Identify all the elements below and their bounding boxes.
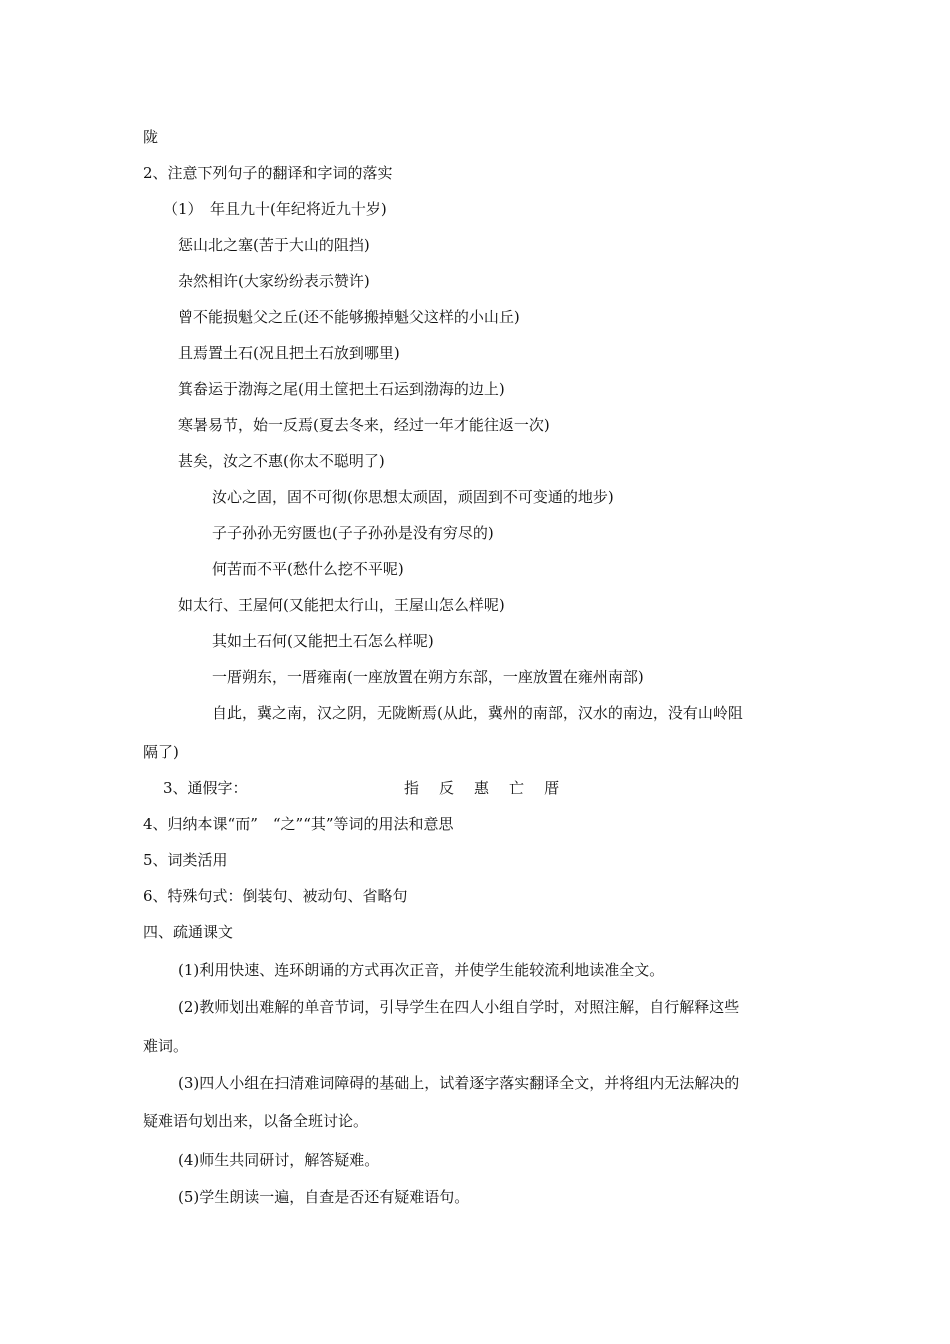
section-heading: 6、特殊句式：倒装句、被动句、省略句 [143,887,408,905]
text-line: 一厝朔东，一厝雍南(一座放置在朔方东部，一座放置在雍州南部) [212,668,644,686]
text-line: 难词。 [143,1037,189,1055]
tongjiazi-list [404,778,579,798]
text-line: 且焉置土石(况且把土石放到哪里) [178,344,400,362]
text-line: (2)教师划出难解的单音节词，引导学生在四人小组自学时，对照注解，自行解释这些 [178,998,740,1016]
text-line: 何苦而不平(愁什么挖不平呢) [212,560,404,578]
text-line: (5)学生朗读一遍，自查是否还有疑难语句。 [178,1188,470,1206]
tongjiazi-item: 亡 [509,779,525,797]
tongjiazi-item: 厝 [544,779,560,797]
text-line: (4)师生共同研讨，解答疑难。 [178,1151,380,1169]
text-line: 自此，冀之南，汉之阴，无陇断焉(从此，冀州的南部，汉水的南边，没有山岭阻 [212,704,743,722]
text-line: (1)利用快速、连环朗诵的方式再次正音，并使学生能较流利地读准全文。 [178,961,665,979]
text-line: 汝心之固，固不可彻(你思想太顽固，顽固到不可变通的地步) [212,488,614,506]
text-line: 如太行、王屋何(又能把太行山，王屋山怎么样呢) [178,596,505,614]
tongjiazi-item: 反 [439,779,455,797]
text-line: (3)四人小组在扫清难词障碍的基础上，试着逐字落实翻译全文，并将组内无法解决的 [178,1074,740,1092]
text-line: 陇 [143,128,159,146]
text-line: 子子孙孙无穷匮也(子子孙孙是没有穷尽的) [212,524,494,542]
text-line: 曾不能损魁父之丘(还不能够搬掉魁父这样的小山丘) [178,308,520,326]
section-heading: 5、词类活用 [143,851,228,869]
text-line: 隔了) [143,743,179,761]
text-line: 甚矣，汝之不惠(你太不聪明了) [178,452,385,470]
text-line: 杂然相许(大家纷纷表示赞许) [178,272,370,290]
text-line: （1） 年且九十(年纪将近九十岁) [163,200,387,218]
text-line: 箕畚运于渤海之尾(用土筐把土石运到渤海的边上) [178,380,505,398]
text-line: 寒暑易节，始一反焉(夏去冬来，经过一年才能往返一次) [178,416,550,434]
tongjiazi-item: 惠 [474,779,490,797]
text-line: 其如土石何(又能把土石怎么样呢) [212,632,434,650]
section-heading: 4、归纳本课“而” “之”“其”等词的用法和意思 [143,815,454,833]
tongjiazi-item: 指 [404,779,420,797]
section-heading: 2、注意下列句子的翻译和字词的落实 [143,164,393,182]
section-heading: 四、疏通课文 [143,923,234,941]
text-line: 疑难语句划出来，以备全班讨论。 [143,1112,369,1130]
section-heading: 3、通假字： [163,779,248,797]
text-line: 惩山北之塞(苦于大山的阻挡) [178,236,370,254]
